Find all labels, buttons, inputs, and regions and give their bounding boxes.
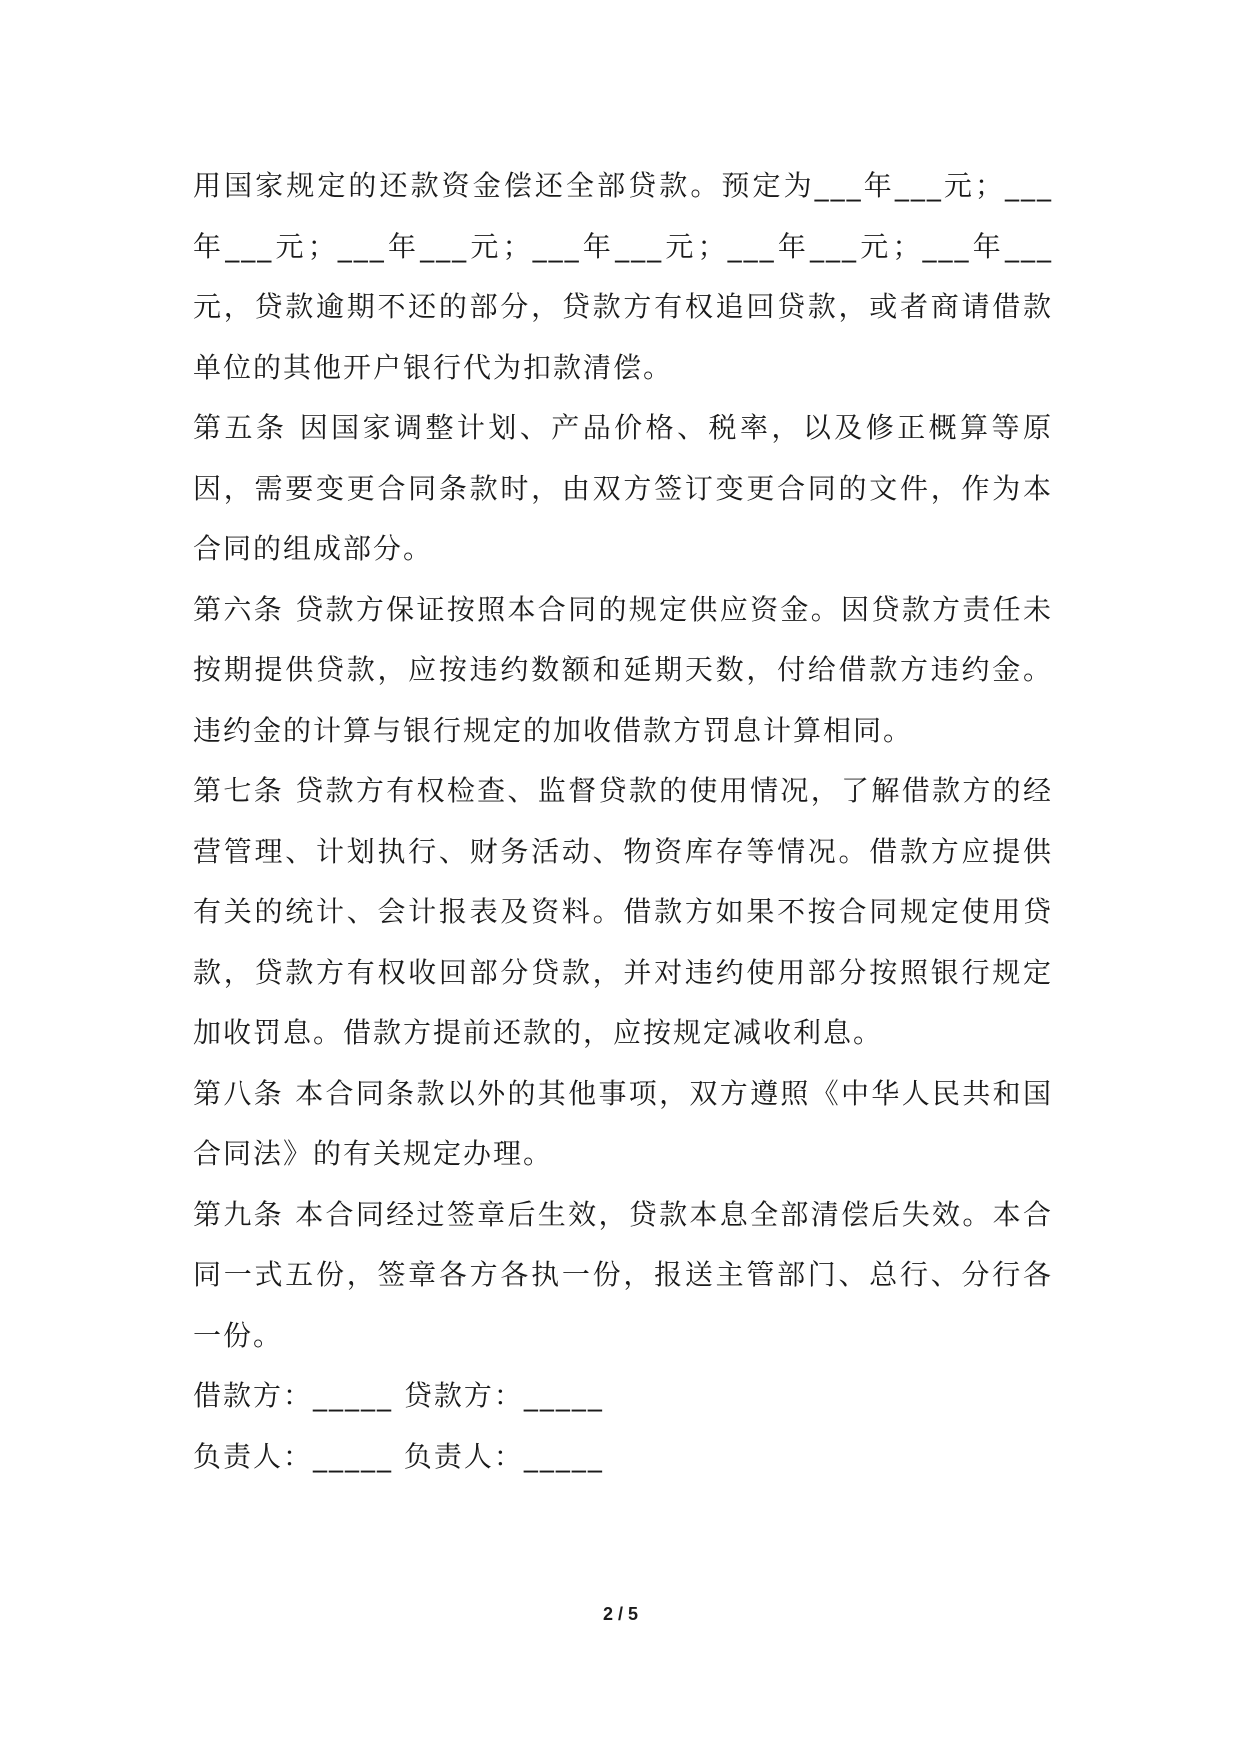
signature-line-representatives: 负责人：_____ 负责人：_____	[193, 1439, 604, 1473]
page-number: 2 / 5	[602, 1604, 639, 1624]
paragraph-article-9: 第九条 本合同经过签章后生效，贷款本息全部清偿后失效。本合同一式五份，签章各方各执一份，报送主管部门、总行、分行各一份。	[193, 1197, 1053, 1352]
paragraph-article-6: 第六条 贷款方保证按照本合同的规定供应资金。因贷款方责任未按期提供贷款，应按违约数额和延期天数，付给借款方违约金。违约金的计算与银行规定的加收借款方罚息计算相同。	[193, 592, 1053, 747]
paragraph-article-8: 第八条 本合同条款以外的其他事项，双方遵照《中华人民共和国合同法》的有关规定办理。	[193, 1076, 1053, 1170]
paragraph-article-5: 第五条 因国家调整计划、产品价格、税率，以及修正概算等原因，需要变更合同条款时，由双方签订变更合同的文件，作为本合同的组成部分。	[193, 411, 1053, 565]
paragraph-article-7: 第七条 贷款方有权检查、监督贷款的使用情况，了解借款方的经营管理、计划执行、财务活动、物资库存等情况。借款方应提供有关的统计、会计报表及资料。借款方如果不按合同规定使用贷款，贷款方有权收回部分贷款，并对违约使用部分按照银行规定加收罚息。借款方提前还款的，应按规定减收利息。	[193, 774, 1053, 1049]
document-body	[193, 156, 1053, 1487]
signature-line-parties: 借款方：_____ 贷款方：_____	[193, 1379, 604, 1412]
paragraph-repayment-schedule: 用国家规定的还款资金偿还全部贷款。预定为___年___元；___年___元；___年___元；___年___元；___年___元；___年___元，贷款逾期不还的部分，贷款方有权追回贷款，或者商请借款单位的其他开户银行代为扣款清偿。	[193, 169, 1053, 384]
